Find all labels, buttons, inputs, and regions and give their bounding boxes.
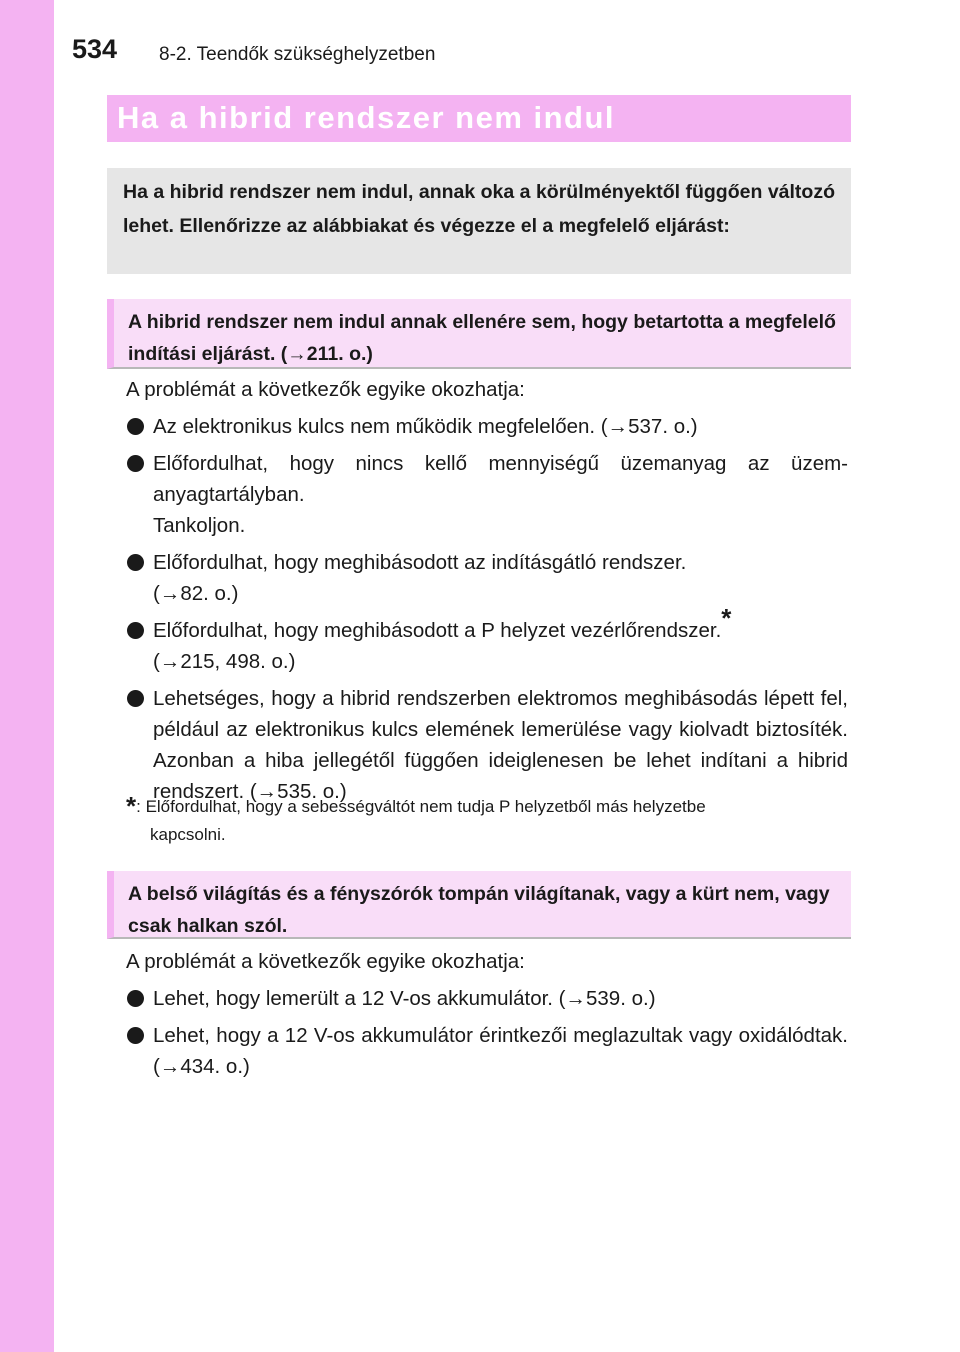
section-1-lead: A problémát a következők egyike okozhatja: — [126, 378, 525, 401]
list-item — [126, 1020, 848, 1082]
bullet-icon — [127, 622, 144, 639]
bullet-icon — [127, 690, 144, 707]
title-bar — [107, 95, 851, 142]
list-item-text: Lehet, hogy a 12 V-os akkumulátor érintkezői meglazultak vagy oxidálódtak. (→434. o.) — [153, 1024, 848, 1078]
bullet-icon — [127, 990, 144, 1007]
list-item — [126, 547, 848, 609]
footnote-continuation: kapcsolni. — [150, 825, 226, 844]
list-item — [126, 411, 848, 442]
section-2-body — [126, 946, 848, 1082]
side-color-strip — [0, 0, 54, 1352]
footnote-text: : Előfordulhat, hogy a sebességváltót nem tudja P helyzetből más helyzetbe — [136, 797, 706, 816]
list-item — [126, 603, 848, 677]
page-title: Ha a hibrid rendszer nem indul — [117, 100, 616, 135]
intro-text: Ha a hibrid rendszer nem indul, annak oka a körülményektől függően változó lehet. Ellenőrizze az alábbiakat és végezze el a megfelelő eljárást: — [123, 181, 835, 237]
list-item — [126, 448, 848, 541]
footnote — [126, 793, 848, 849]
list-item-subtext: (→215, 498. o.) — [153, 650, 296, 673]
section-1-list — [126, 411, 848, 807]
section-heading-2 — [107, 871, 851, 939]
section-2-list — [126, 983, 848, 1082]
bullet-icon — [127, 1027, 144, 1044]
list-item-text: Az elektronikus kulcs nem működik megfelelően. (→537. o.) — [153, 415, 698, 438]
list-item-text: Előfordulhat, hogy nincs kellő mennyiségű üzemanyag az üzemanyagtartályban. — [153, 452, 848, 506]
section-reference: 8-2. Teendők szükséghelyzetben — [159, 44, 436, 65]
list-item-subtext: (→82. o.) — [153, 582, 239, 605]
section-heading-2-text: A belső világítás és a fényszórók tompán világítanak, vagy a kürt nem, vagy csak halkan szól. — [128, 883, 830, 937]
bullet-icon — [127, 418, 144, 435]
list-item — [126, 983, 848, 1014]
list-item-text: Lehetséges, hogy a hibrid rendszerben elektromos meghibásodás lépett fel, például az elektronikus kulcs elemének lemerülése vagy kiolvadt biztosíték. Azonban a hiba jellegétől függően ideiglenesen be lehet indítani a hibrid rendszert. (→535. o.) — [153, 687, 848, 803]
bullet-icon — [127, 455, 144, 472]
section-1-body — [126, 374, 848, 807]
intro-box — [107, 168, 851, 274]
section-heading-1-text: A hibrid rendszer nem indul annak ellenére sem, hogy betartotta a megfelelő indítási eljárást. (→211. o.) — [128, 311, 836, 365]
list-item — [126, 683, 848, 807]
footnote-mark: * — [126, 791, 137, 821]
footnote-marker: * — [721, 603, 732, 633]
section-heading-1 — [107, 299, 851, 369]
section-2-lead: A problémát a következők egyike okozhatja: — [126, 950, 525, 973]
bullet-icon — [127, 554, 144, 571]
list-item-text: Lehet, hogy lemerült a 12 V-os akkumulátor. (→539. o.) — [153, 987, 656, 1010]
list-item-subtext: Tankoljon. — [153, 514, 246, 537]
list-item-text: Előfordulhat, hogy meghibásodott a P helyzet vezérlőrendszer. — [153, 619, 722, 642]
list-item-text: Előfordulhat, hogy meghibásodott az indításgátló rendszer. — [153, 551, 687, 574]
page-number: 534 — [72, 34, 118, 64]
